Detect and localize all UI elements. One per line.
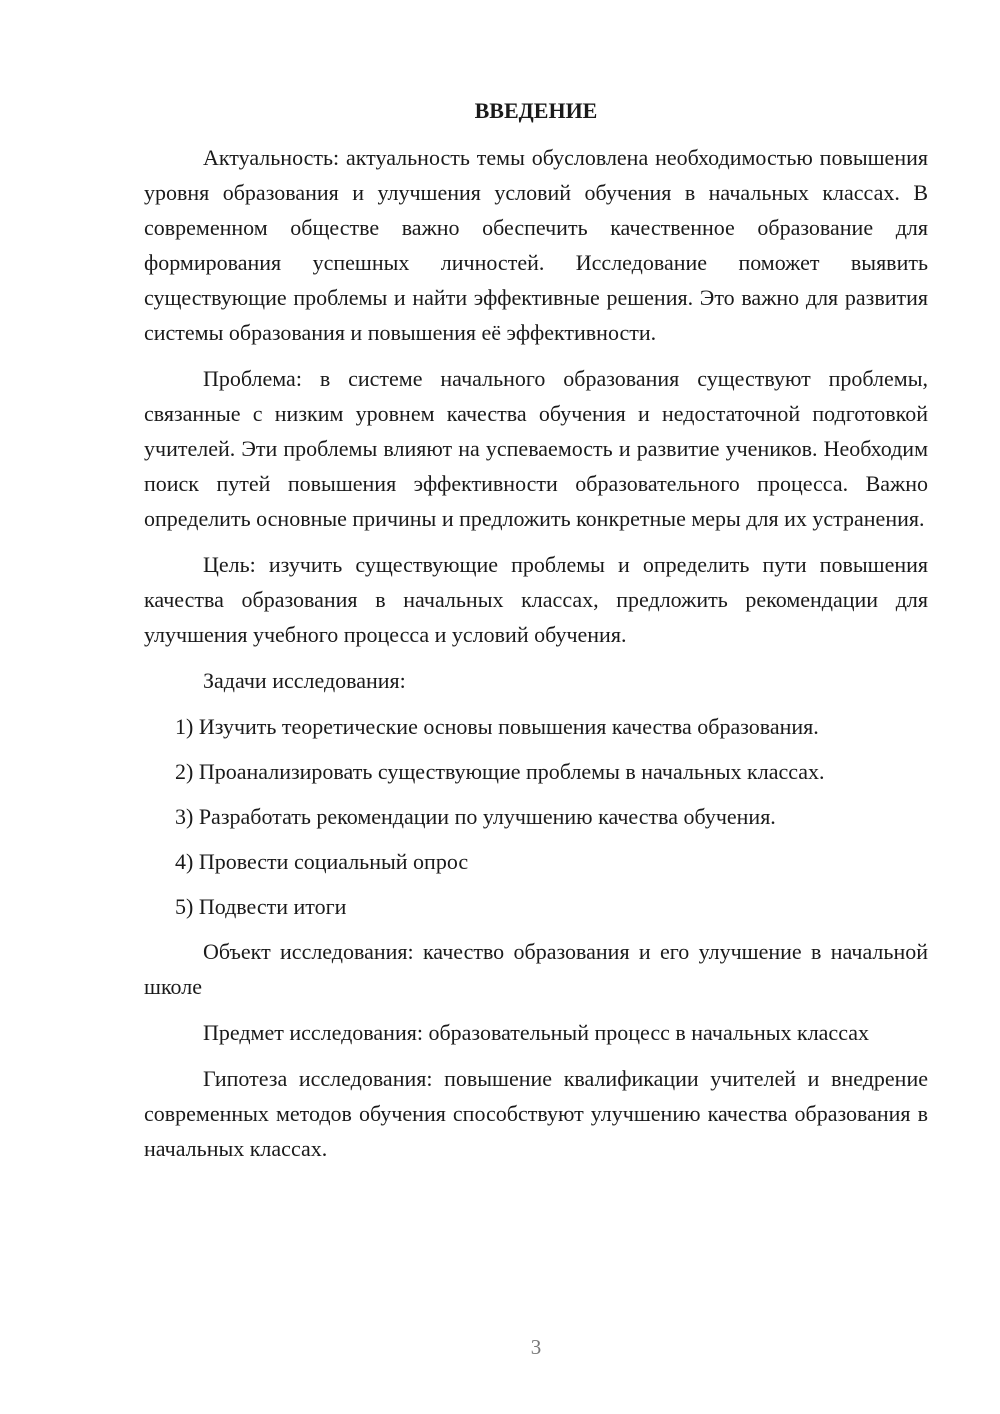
paragraph-relevance: Актуальность: актуальность темы обусловлена необходимостью повышения уровня образования и улучшения условий обучения в начальных классах. В современном обществе важно обеспечить качественное образование для формирования успешных личностей. Исследование поможет выявить существующие проблемы и найти эффективные решения. Это важно для развития системы образования и повышения её эффективности.	[144, 145, 928, 345]
paragraph-object: Объект исследования: качество образования и его улучшение в начальной школе	[144, 939, 928, 999]
list-item: 1) Изучить теоретические основы повышения качества образования.	[175, 714, 819, 739]
paragraph-goal: Цель: изучить существующие проблемы и определить пути повышения качества образования в начальных классах, предложить рекомендации для улучшения учебного процесса и условий обучения.	[144, 552, 928, 647]
list-item: 4) Провести социальный опрос	[175, 849, 469, 874]
list-item: 2) Проанализировать существующие проблемы в начальных классах.	[175, 759, 825, 784]
tasks-heading: Задачи исследования:	[203, 668, 406, 693]
page-content	[144, 93, 928, 1177]
paragraph-problem: Проблема: в системе начального образования существуют проблемы, связанные с низким уровнем качества обучения и недостаточной подготовкой учителей. Эти проблемы влияют на успеваемость и развитие учеников. Необходим поиск путей повышения эффективности образовательного процесса. Важно определить основные причины и предложить конкретные меры для их устранения.	[144, 366, 928, 531]
list-item: 5) Подвести итоги	[175, 894, 347, 919]
paragraph-subject: Предмет исследования: образовательный процесс в начальных классах	[203, 1020, 869, 1045]
paragraph-hypothesis: Гипотеза исследования: повышение квалификации учителей и внедрение современных методов обучения способствуют улучшению качества образования в начальных классах.	[144, 1066, 928, 1161]
list-item: 3) Разработать рекомендации по улучшению качества обучения.	[175, 804, 776, 829]
page-number: 3	[530, 1335, 542, 1359]
section-title: ВВЕДЕНИЕ	[474, 98, 598, 123]
tasks-list	[144, 709, 928, 924]
